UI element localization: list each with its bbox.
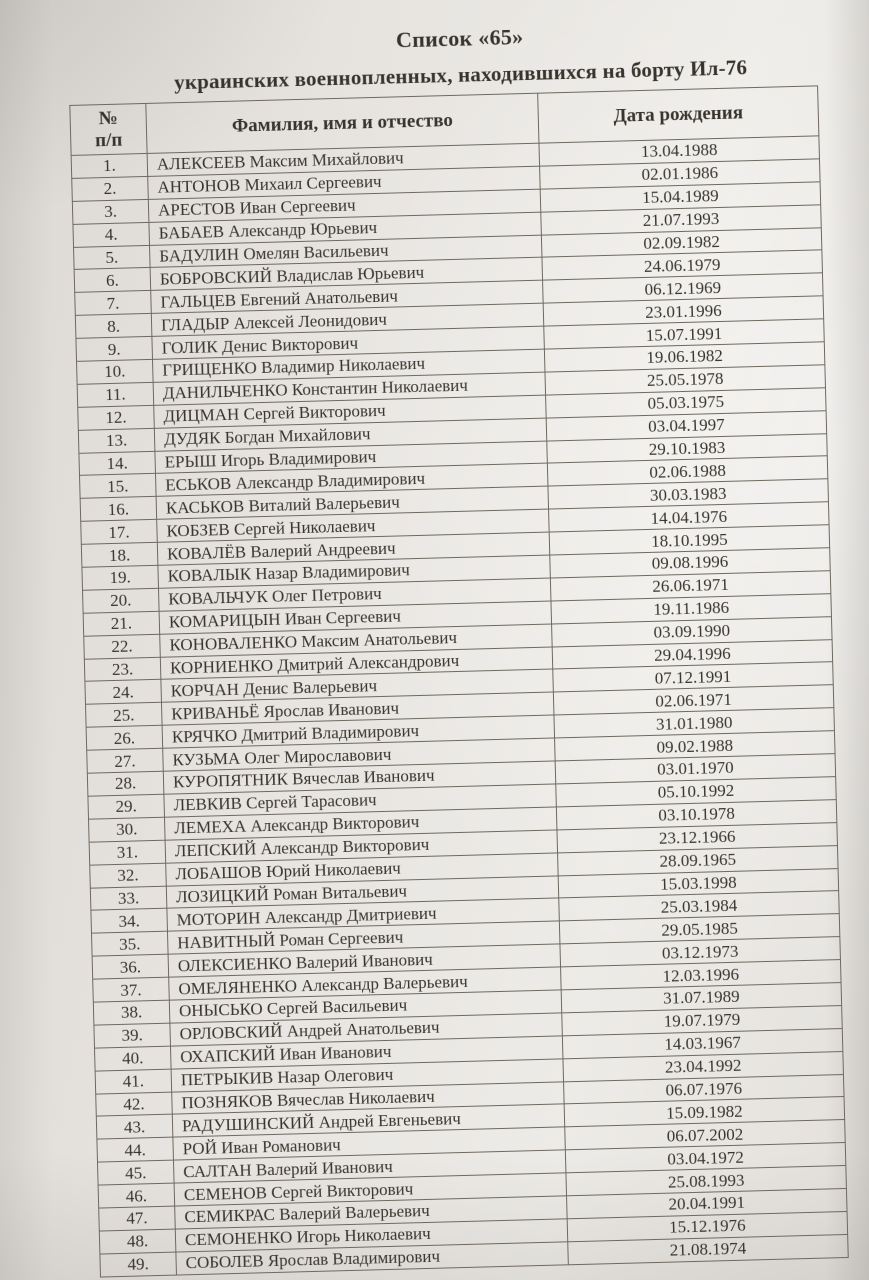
row-name-cell: ГОЛИК Денис Викторович [152, 326, 544, 359]
row-name-cell: КОРНИЕНКО Дмитрий Александрович [160, 647, 552, 680]
row-dob-cell: 25.08.1993 [566, 1166, 847, 1196]
row-number-cell: 35. [92, 931, 169, 956]
row-name-cell: ОХАПСКИЙ Иван Иванович [170, 1036, 562, 1069]
row-number-cell: 44. [97, 1137, 174, 1162]
row-number-cell: 18. [81, 542, 158, 567]
row-dob-cell: 26.06.1971 [550, 571, 831, 601]
row-name-cell: КРИВАНЬЁ Ярослав Иванович [161, 692, 553, 725]
row-number-cell: 24. [85, 680, 162, 705]
row-dob-cell: 14.03.1967 [562, 1028, 843, 1058]
row-number-cell: 10. [77, 359, 154, 384]
row-name-cell: КУРОПЯТНИК Вячеслав Иванович [163, 761, 555, 794]
row-name-cell: ОМЕЛЯНЕНКО Александр Валерьевич [169, 967, 561, 1000]
row-name-cell: КОВАЛЬЧУК Олег Петрович [158, 578, 550, 611]
row-dob-cell: 03.04.1972 [565, 1143, 846, 1173]
row-dob-cell: 21.07.1993 [541, 204, 822, 234]
row-name-cell: КОВАЛЫК Назар Владимирович [158, 555, 550, 588]
row-dob-cell: 05.03.1975 [546, 388, 827, 418]
row-name-cell: ЛЕПСКИЙ Александр Викторович [165, 830, 557, 863]
column-header-dob: Дата рождения [538, 86, 819, 143]
row-number-cell: 22. [84, 634, 161, 659]
row-name-cell: ЕСЬКОВ Александр Владимирович [155, 464, 547, 497]
row-name-cell: ГРИЩЕНКО Владимир Николаевич [152, 349, 544, 382]
row-dob-cell: 28.09.1965 [558, 845, 839, 875]
row-number-cell: 46. [98, 1183, 175, 1208]
row-number-cell: 40. [94, 1046, 171, 1071]
row-number-cell: 8. [75, 314, 152, 339]
row-name-cell: АРЕСТОВ Иван Сергеевич [148, 189, 540, 222]
row-dob-cell: 15.09.1982 [564, 1097, 845, 1127]
row-name-cell: РОЙ Иван Романович [173, 1127, 565, 1160]
row-number-cell: 34. [91, 909, 168, 934]
row-name-cell: АЛЕКСЕЕВ Максим Михайлович [147, 143, 539, 176]
row-dob-cell: 05.10.1992 [556, 777, 837, 807]
row-dob-cell: 02.09.1982 [541, 227, 822, 257]
row-dob-cell: 03.01.1970 [555, 754, 836, 784]
row-dob-cell: 24.06.1979 [542, 250, 823, 280]
row-name-cell: ПОЗНЯКОВ Вячеслав Николаевич [172, 1081, 564, 1114]
row-number-cell: 21. [83, 611, 160, 636]
pow-list-table [69, 85, 848, 1277]
row-name-cell: БОБРОВСКИЙ Владислав Юрьевич [150, 258, 542, 291]
row-name-cell: ДАНИЛЬЧЕНКО Константин Николаевич [153, 372, 545, 405]
row-number-cell: 12. [78, 405, 155, 430]
row-number-cell: 5. [74, 245, 151, 270]
row-dob-cell: 06.12.1969 [543, 273, 824, 303]
column-header-number-line1: № [98, 107, 118, 129]
row-number-cell: 45. [97, 1160, 174, 1185]
row-dob-cell: 19.11.1986 [551, 594, 832, 624]
row-name-cell: КРЯЧКО Дмитрий Владимирович [162, 715, 554, 748]
row-dob-cell: 25.03.1984 [559, 891, 840, 921]
row-dob-cell: 23.04.1992 [563, 1051, 844, 1081]
row-number-cell: 39. [94, 1023, 171, 1048]
row-dob-cell: 18.10.1995 [549, 525, 830, 555]
row-dob-cell: 03.10.1978 [556, 799, 837, 829]
row-name-cell: САЛТАН Валерий Иванович [173, 1150, 565, 1183]
row-dob-cell: 30.03.1983 [548, 479, 829, 509]
row-number-cell: 31. [89, 840, 166, 865]
row-dob-cell: 03.04.1997 [546, 410, 827, 440]
row-dob-cell: 02.01.1986 [540, 159, 821, 189]
row-name-cell: АНТОНОВ Михаил Сергеевич [148, 166, 540, 199]
row-name-cell: ОНЫСЬКО Сергей Васильевич [169, 990, 561, 1023]
row-number-cell: 32. [90, 863, 167, 888]
row-name-cell: ГАЛЬЦЕВ Евгений Анатольевич [151, 280, 543, 313]
row-number-cell: 20. [83, 588, 160, 613]
row-dob-cell: 23.01.1996 [543, 296, 824, 326]
row-number-cell: 6. [74, 268, 151, 293]
title-line-1: Список «65» [395, 24, 524, 53]
row-name-cell: КОБЗЕВ Сергей Николаевич [157, 509, 549, 542]
row-number-cell: 27. [87, 748, 164, 773]
row-number-cell: 30. [89, 817, 166, 842]
row-number-cell: 48. [99, 1229, 176, 1254]
row-name-cell: СЕМОНЕНКО Игорь Николаевич [175, 1219, 567, 1252]
row-dob-cell: 19.06.1982 [544, 342, 825, 372]
row-dob-cell: 13.04.1988 [539, 136, 820, 166]
column-header-number [70, 103, 147, 155]
row-name-cell: РАДУШИНСКИЙ Андрей Евгеньевич [172, 1104, 564, 1137]
document-title [68, 16, 817, 98]
row-number-cell: 2. [72, 176, 149, 201]
row-number-cell: 25. [86, 703, 163, 728]
row-name-cell: СЕМИКРАС Валерий Валерьевич [175, 1196, 567, 1229]
row-dob-cell: 07.12.1991 [553, 662, 834, 692]
row-name-cell: МОТОРИН Александр Дмитриевич [167, 898, 559, 931]
row-number-cell: 29. [88, 794, 165, 819]
row-name-cell: КУЗЬМА Олег Мирославович [163, 738, 555, 771]
row-number-cell: 7. [75, 291, 152, 316]
row-dob-cell: 02.06.1971 [553, 685, 834, 715]
row-name-cell: ЛЕВКИВ Сергей Тарасович [164, 784, 556, 817]
row-name-cell: ЕРЫШ Игорь Владимирович [155, 441, 547, 474]
column-header-name: Фамилия, имя и отчество [146, 93, 539, 153]
row-dob-cell: 21.08.1974 [568, 1234, 849, 1264]
row-number-cell: 42. [96, 1092, 173, 1117]
row-name-cell: ПЕТРЫКИВ Назар Олегович [171, 1058, 563, 1091]
row-number-cell: 33. [90, 886, 167, 911]
row-number-cell: 43. [96, 1115, 173, 1140]
row-dob-cell: 15.12.1976 [567, 1211, 848, 1241]
row-number-cell: 11. [77, 382, 154, 407]
row-name-cell: ОРЛОВСКИЙ Андрей Анатольевич [170, 1013, 562, 1046]
row-number-cell: 17. [81, 520, 158, 545]
row-dob-cell: 20.04.1991 [567, 1188, 848, 1218]
row-number-cell: 9. [76, 337, 153, 362]
table-body [71, 136, 848, 1277]
row-name-cell: ДУДЯК Богдан Михайлович [154, 418, 546, 451]
row-number-cell: 36. [92, 954, 169, 979]
row-number-cell: 15. [80, 474, 157, 499]
row-number-cell: 14. [79, 451, 156, 476]
row-dob-cell: 29.05.1985 [559, 914, 840, 944]
row-dob-cell: 15.04.1989 [540, 182, 821, 212]
title-line-2: украинских военнопленных, находившихся на борту Ил-76 [173, 55, 748, 95]
row-name-cell: БАДУЛИН Омелян Васильевич [150, 235, 542, 268]
row-dob-cell: 02.06.1988 [547, 456, 828, 486]
row-number-cell: 49. [100, 1252, 177, 1277]
row-number-cell: 13. [78, 428, 155, 453]
row-number-cell: 41. [95, 1069, 172, 1094]
row-name-cell: СЕМЕНОВ Сергей Викторович [174, 1173, 566, 1206]
row-dob-cell: 15.07.1991 [544, 319, 825, 349]
row-dob-cell: 19.07.1979 [562, 1005, 843, 1035]
document-content [68, 16, 848, 1277]
row-name-cell: НАВИТНЫЙ Роман Сергеевич [167, 921, 559, 954]
row-number-cell: 23. [84, 657, 161, 682]
row-name-cell: ЛОБАШОВ Юрий Николаевич [166, 853, 558, 886]
column-header-number-line2: п/п [94, 129, 123, 151]
row-dob-cell: 03.09.1990 [552, 616, 833, 646]
row-dob-cell: 14.04.1976 [549, 502, 830, 532]
row-dob-cell: 23.12.1966 [557, 822, 838, 852]
row-number-cell: 16. [80, 497, 157, 522]
row-name-cell: КОВАЛЁВ Валерий Андреевич [157, 532, 549, 565]
row-dob-cell: 06.07.1976 [564, 1074, 845, 1104]
row-number-cell: 1. [71, 153, 148, 178]
row-name-cell: ЛОЗИЦКИЙ Роман Витальевич [166, 875, 558, 908]
row-dob-cell: 15.03.1998 [558, 868, 839, 898]
row-dob-cell: 29.04.1996 [552, 639, 833, 669]
row-dob-cell: 06.07.2002 [565, 1120, 846, 1150]
row-name-cell: БАБАЕВ Александр Юрьевич [149, 212, 541, 245]
row-number-cell: 38. [93, 1000, 170, 1025]
row-dob-cell: 09.08.1996 [550, 548, 831, 578]
row-dob-cell: 29.10.1983 [547, 433, 828, 463]
row-number-cell: 4. [73, 222, 150, 247]
row-name-cell: ГЛАДЫР Алексей Леонидович [151, 303, 543, 336]
row-name-cell: КАСЬКОВ Виталий Валерьевич [156, 486, 548, 519]
row-number-cell: 28. [87, 771, 164, 796]
row-name-cell: КОРЧАН Денис Валерьевич [161, 669, 553, 702]
row-name-cell: СОБОЛЕВ Ярослав Владимирович [176, 1242, 568, 1275]
row-dob-cell: 09.02.1988 [555, 731, 836, 761]
row-name-cell: КОНОВАЛЕНКО Максим Анатольевич [160, 624, 552, 657]
row-name-cell: ДИЦМАН Сергей Викторович [154, 395, 546, 428]
row-number-cell: 47. [99, 1206, 176, 1231]
row-dob-cell: 31.07.1989 [561, 983, 842, 1013]
row-number-cell: 3. [72, 199, 149, 224]
row-name-cell: ОЛЕКСИЕНКО Валерий Иванович [168, 944, 560, 977]
row-number-cell: 19. [82, 565, 159, 590]
row-dob-cell: 31.01.1980 [554, 708, 835, 738]
row-name-cell: ЛЕМЕХА Александр Викторович [164, 807, 556, 840]
row-number-cell: 26. [86, 726, 163, 751]
row-dob-cell: 03.12.1973 [560, 937, 841, 967]
row-name-cell: КОМАРИЦЫН Иван Сергеевич [159, 601, 551, 634]
row-dob-cell: 12.03.1996 [561, 960, 842, 990]
row-dob-cell: 25.05.1978 [545, 365, 826, 395]
row-number-cell: 37. [93, 977, 170, 1002]
